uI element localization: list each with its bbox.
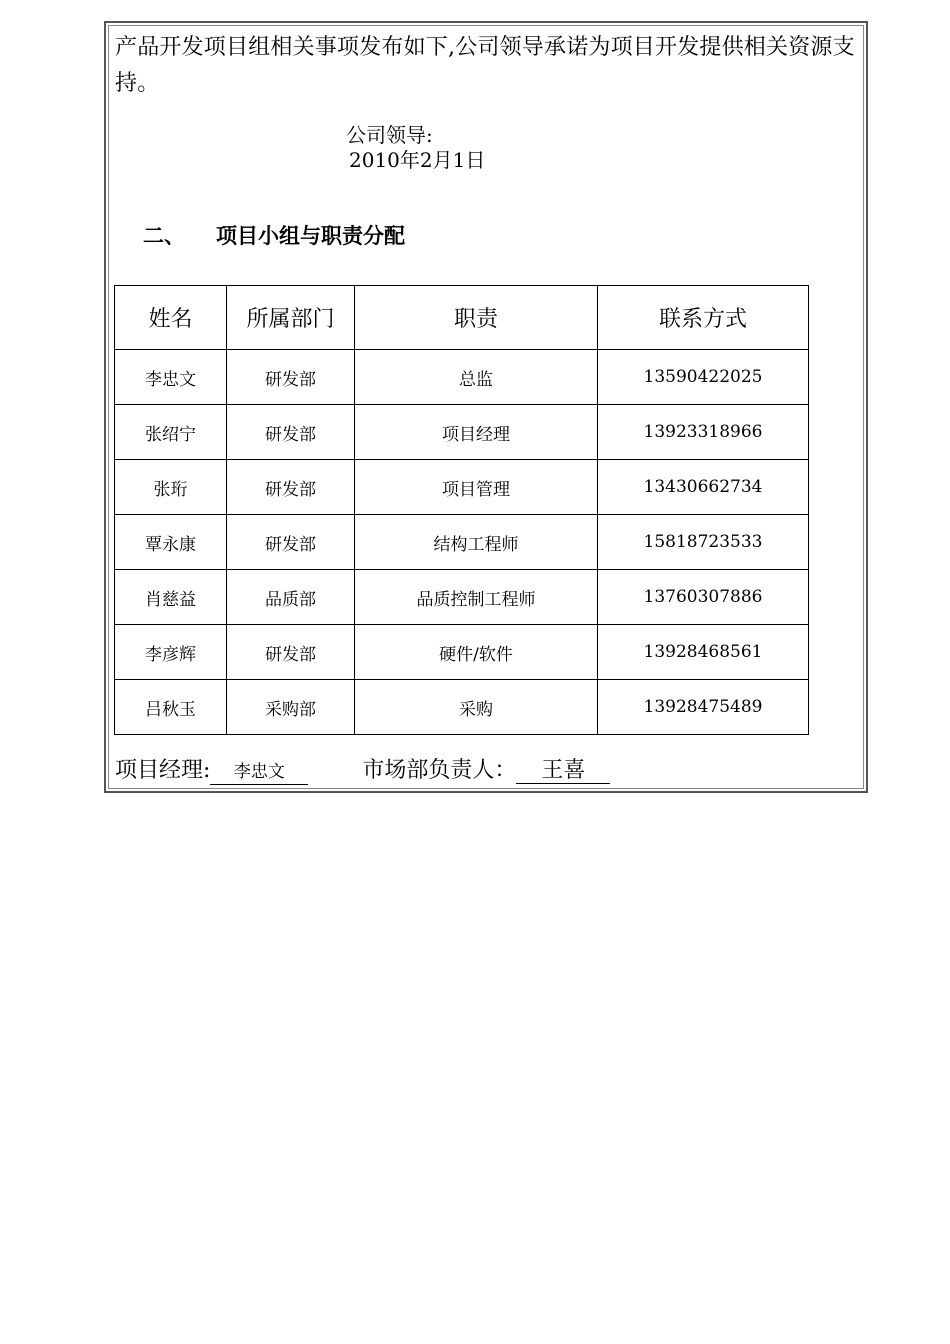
cell-name: 张绍宁: [115, 405, 227, 460]
cell-name: 李彦辉: [115, 625, 227, 680]
header-name: 姓名: [115, 286, 227, 350]
cell-department: 研发部: [227, 625, 355, 680]
cell-contact: 13928468561: [598, 625, 809, 680]
cell-contact: 13923318966: [598, 405, 809, 460]
pm-label: 项目经理:: [115, 758, 211, 783]
section-number: 二、: [143, 223, 185, 248]
table-row: [115, 515, 809, 570]
cell-name: 肖慈益: [115, 570, 227, 625]
cell-duty: 项目管理: [355, 460, 598, 515]
cell-department: 研发部: [227, 460, 355, 515]
cell-duty: 结构工程师: [355, 515, 598, 570]
cell-contact: 15818723533: [598, 515, 809, 570]
cell-duty: 采购: [355, 680, 598, 735]
table-row: [115, 350, 809, 405]
cell-duty: 项目经理: [355, 405, 598, 460]
cell-duty: 总监: [355, 350, 598, 405]
team-table: [114, 285, 809, 735]
table-row: [115, 405, 809, 460]
table-row: [115, 570, 809, 625]
cell-contact: 13430662734: [598, 460, 809, 515]
header-contact: 联系方式: [598, 286, 809, 350]
table-header-row: [115, 286, 809, 350]
header-department: 所属部门: [227, 286, 355, 350]
cell-contact: 13928475489: [598, 680, 809, 735]
cell-duty: 硬件/软件: [355, 625, 598, 680]
cell-department: 采购部: [227, 680, 355, 735]
cell-duty: 品质控制工程师: [355, 570, 598, 625]
header-duty: 职责: [355, 286, 598, 350]
cell-name: 吕秋玉: [115, 680, 227, 735]
cell-contact: 13760307886: [598, 570, 809, 625]
cell-name: 张珩: [115, 460, 227, 515]
leader-date: 2010年2月1日: [349, 148, 486, 172]
cell-department: 研发部: [227, 515, 355, 570]
cell-name: 覃永康: [115, 515, 227, 570]
table-row: [115, 625, 809, 680]
table-row: [115, 460, 809, 515]
section-title: 项目小组与职责分配: [216, 223, 405, 248]
leader-label: 公司领导:: [346, 123, 433, 147]
market-label: 市场部负责人：: [362, 758, 517, 783]
pm-signature: 李忠文: [210, 760, 308, 785]
cell-department: 研发部: [227, 405, 355, 460]
cell-department: 品质部: [227, 570, 355, 625]
intro-paragraph: 产品开发项目组相关事项发布如下,公司领导承诺为项目开发提供相关资源支持。: [115, 35, 855, 96]
cell-name: 李忠文: [115, 350, 227, 405]
signature-footer: [115, 756, 610, 786]
cell-contact: 13590422025: [598, 350, 809, 405]
market-signature: 王喜: [516, 759, 610, 784]
table-row: [115, 680, 809, 735]
cell-department: 研发部: [227, 350, 355, 405]
